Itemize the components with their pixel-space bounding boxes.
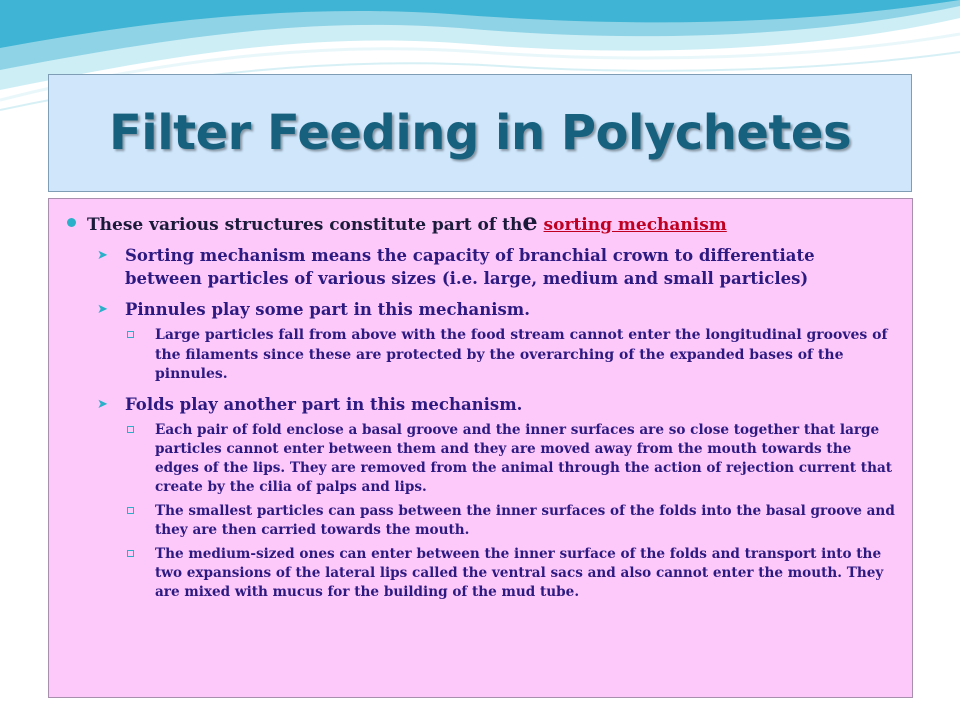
sub-point-pinnules <box>63 298 896 321</box>
square-bullet-icon <box>127 507 134 514</box>
sub-point-sorting-definition <box>63 244 896 290</box>
detail-point-fold-pairs <box>63 421 896 497</box>
arrow-bullet-icon: ➤ <box>97 302 108 317</box>
intro-point <box>63 207 896 236</box>
sub-point-folds <box>63 393 896 416</box>
detail-point-text: Each pair of fold enclose a basal groove and the inner surfaces are so close together that large particles cannot enter between them and they are moved away from the mouth towards the edges of the lips. They are removed from the animal through the action of rejection current that create by the cilia of palps and lips. <box>155 421 893 495</box>
sub-point-text: Sorting mechanism means the capacity of branchial crown to differentiate between particles of various sizes (i.e. large, medium and small particles) <box>125 246 815 288</box>
detail-point-smallest-particles <box>63 502 896 540</box>
sorting-mechanism-link[interactable]: sorting mechanism <box>543 215 727 235</box>
content-box <box>48 198 913 698</box>
square-bullet-icon <box>127 331 134 338</box>
detail-point-text: Large particles fall from above with the food stream cannot enter the longitudinal grooves of the filaments since these are protected by the overarching of the expanded bases of the pinnules. <box>155 327 888 382</box>
sub-point-text: Folds play another part in this mechanism. <box>125 394 523 414</box>
square-bullet-icon <box>127 426 134 433</box>
detail-point-large-particles <box>63 326 896 385</box>
arrow-bullet-icon: ➤ <box>97 248 108 263</box>
intro-text: These various structures constitute part of th <box>87 215 523 235</box>
title-box <box>48 74 912 192</box>
square-bullet-icon <box>127 550 134 557</box>
detail-point-medium-particles <box>63 545 896 602</box>
arrow-bullet-icon: ➤ <box>97 396 108 412</box>
sub-point-text: Pinnules play some part in this mechanism. <box>125 300 530 319</box>
round-bullet-icon <box>67 218 76 227</box>
detail-point-text: The smallest particles can pass between the inner surfaces of the folds into the basal groove and they are then carried towards the mouth. <box>155 502 895 538</box>
slide-title: Filter Feeding in Polychetes <box>108 105 852 161</box>
intro-enlarged-letter: e <box>522 207 538 236</box>
detail-point-text: The medium-sized ones can enter between the inner surface of the folds and transport into the two expansions of the lateral lips called the ventral sacs and also cannot enter the mouth. They are mixed with mucus for the building of the mud tube. <box>155 545 884 600</box>
